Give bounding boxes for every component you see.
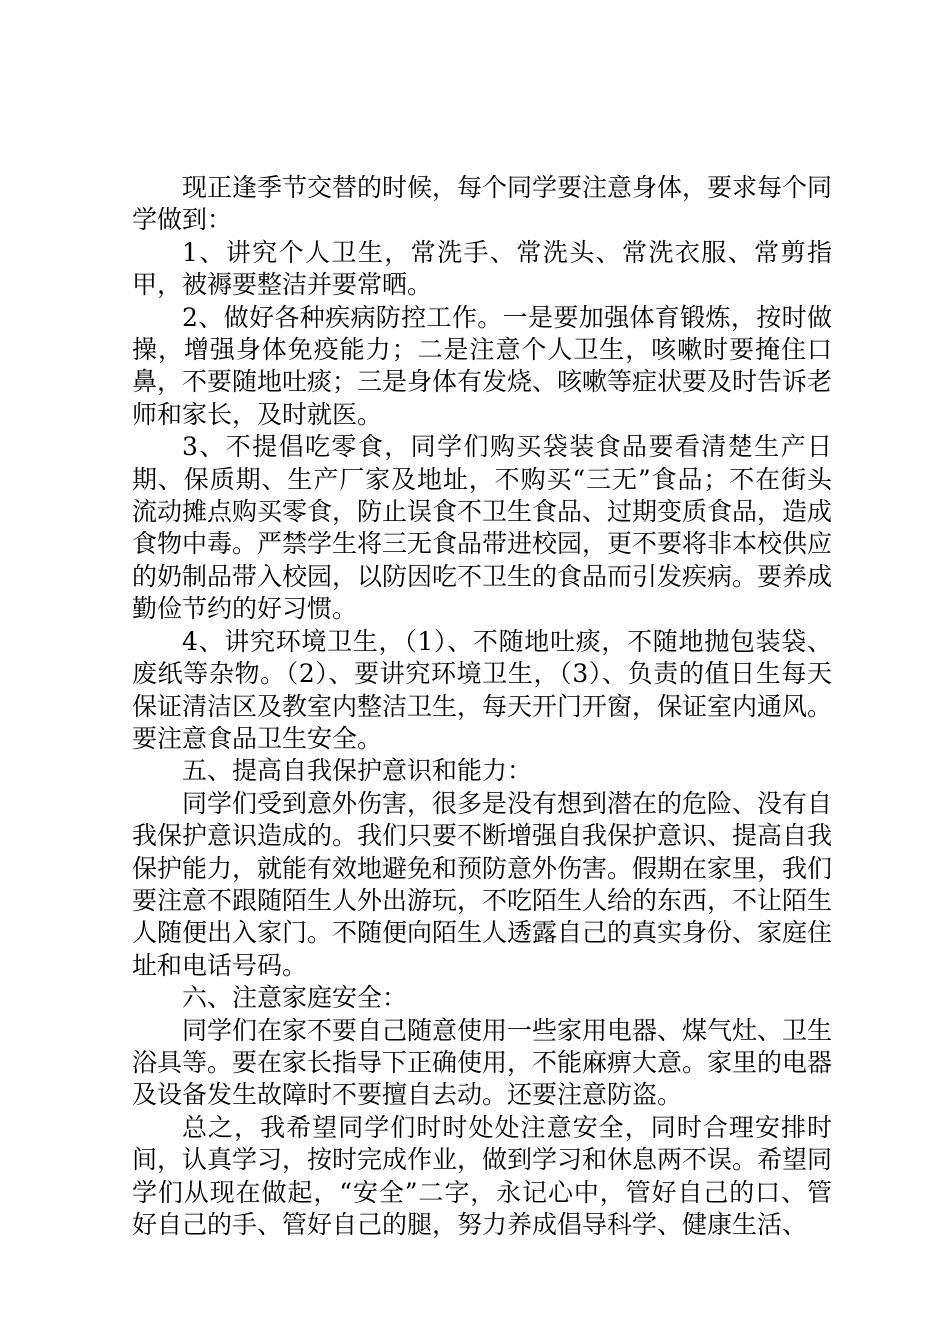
section-heading-6: 六、注意家庭安全：	[182, 983, 408, 1013]
document-body	[132, 172, 832, 1241]
section-heading-5: 五、提高自我保护意识和能力：	[182, 756, 533, 786]
paragraph-section-6: 同学们在家不要自己随意使用一些家用电器、煤气灶、卫生浴具等。要在家长指导下正确使用，不能麻痹大意。家里的电器及设备发生故障时不要擅自去动。还要注意防盗。	[132, 1015, 833, 1110]
paragraph-item-4: 4、讲究环境卫生，（1）、不随地吐痰，不随地抛包装袋、废纸等杂物。（2）、要讲究环境卫生，（3）、负责的值日生每天保证清洁区及教室内整洁卫生，每天开门开窗，保证室内通风。要注意食品卫生安全。	[132, 626, 833, 753]
paragraph-item-1: 1、讲究个人卫生，常洗手、常洗头、常洗衣服、常剪指甲，被褥要整洁并要常晒。	[132, 237, 832, 300]
paragraph-item-2: 2、做好各种疾病防控工作。一是要加强体育锻炼，按时做操，增强身体免疫能力；二是注意个人卫生，咳嗽时要掩住口鼻，不要随地吐痰；三是身体有发烧、咳嗽等症状要及时告诉老师和家长，及时就医。	[132, 302, 833, 429]
paragraph-conclusion: 总之，我希望同学们时时处处注意安全，同时合理安排时间，认真学习，按时完成作业，做到学习和休息两不误。希望同学们从现在做起，“安全”二字，永记心中，管好自己的口、管好自己的手、管好自己的腿，努力养成倡导科学、健康生活、	[132, 1112, 833, 1239]
paragraph-item-3: 3、不提倡吃零食，同学们购买袋装食品要看清楚生产日期、保质期、生产厂家及地址，不购买“三无”食品；不在街头流动摊点购买零食，防止误食不卫生食品、过期变质食品，造成食物中毒。严禁学生将三无食品带进校园，更不要将非本校供应的奶制品带入校园，以防因吃不卫生的食品而引发疾病。要养成勤俭节约的好习惯。	[132, 432, 833, 624]
paragraph-intro: 现正逢季节交替的时候，每个同学要注意身体，要求每个同学做到：	[132, 173, 833, 235]
paragraph-section-5: 同学们受到意外伤害，很多是没有想到潜在的危险、没有自我保护意识造成的。我们只要不断增强自我保护意识、提高自我保护能力，就能有效地避免和预防意外伤害。假期在家里，我们要注意不跟随陌生人外出游玩，不吃陌生人给的东西，不让陌生人随便出入家门。不随便向陌生人透露自己的真实身份、家庭住址和电话号码。	[132, 788, 833, 980]
